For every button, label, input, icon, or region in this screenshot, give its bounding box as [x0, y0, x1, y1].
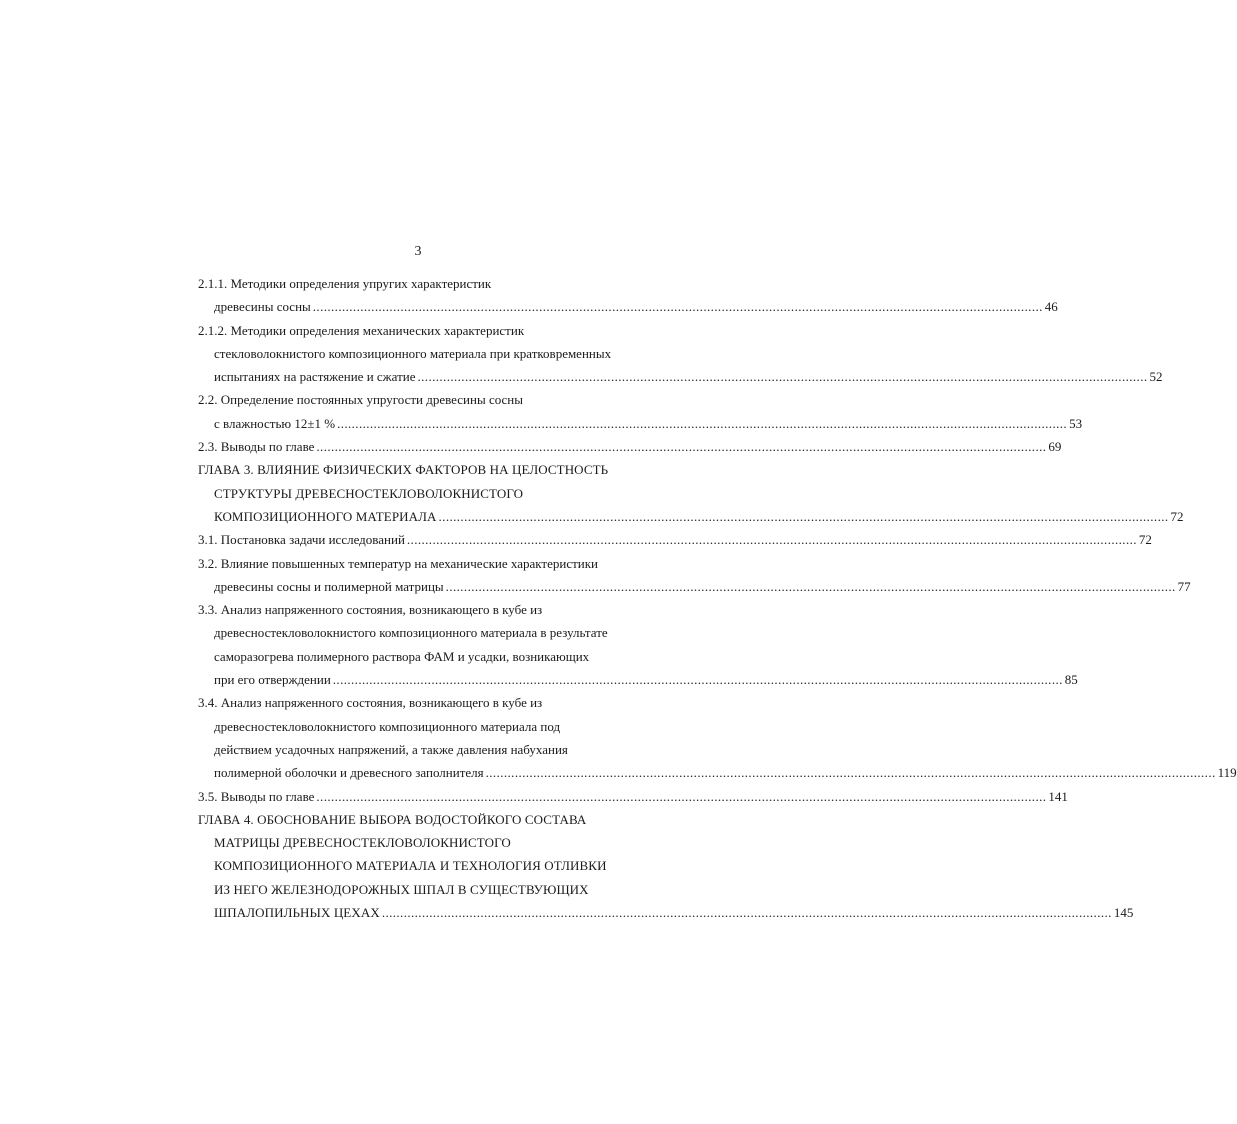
- toc-line: [198, 272, 638, 295]
- toc-entry-2-1-1[interactable]: [198, 272, 1058, 319]
- toc-line: [198, 645, 638, 668]
- toc-line: [198, 785, 1068, 808]
- toc-line-text: 2.3. Выводы по главе: [198, 439, 315, 455]
- toc-line-text: СТРУКТУРЫ ДРЕВЕСНОСТЕКЛОВОЛОКНИСТОГО: [214, 485, 524, 501]
- toc-line: [198, 854, 638, 877]
- toc-line: [198, 761, 1237, 784]
- toc-line-text: 3.1. Постановка задачи исследований: [198, 532, 405, 548]
- toc-line-text: 2.1.1. Методики определения упругих характеристик: [198, 276, 492, 291]
- toc-line: [198, 435, 1062, 458]
- toc-line-text: стекловолокнистого композиционного материала при кратковременных: [214, 345, 612, 361]
- toc-line-text: саморазогрева полимерного раствора ФАМ и усадки, возникающих: [214, 648, 590, 664]
- toc-entry-2-1-2[interactable]: [198, 319, 1163, 389]
- toc-line: [198, 342, 638, 365]
- toc-entry-2-3[interactable]: [198, 435, 1062, 458]
- toc-entry-3-2[interactable]: [198, 552, 1191, 599]
- toc-page-number: 77: [1177, 578, 1191, 594]
- toc-line: [198, 598, 638, 621]
- toc-page-number: 46: [1044, 299, 1058, 315]
- toc-line-text: КОМПОЗИЦИОННОГО МАТЕРИАЛА И ТЕХНОЛОГИЯ ОТЛИВКИ: [214, 858, 607, 874]
- toc-line: [198, 295, 1058, 318]
- dot-leader: ........................................................................................................................................................................................................: [406, 532, 1137, 548]
- toc-line: [198, 319, 638, 342]
- toc-page-number: 69: [1048, 439, 1062, 455]
- toc-line-text: 2.1.2. Методики определения механических характеристик: [198, 322, 525, 338]
- toc-line-text: ШПАЛОПИЛЬНЫХ ЦЕХАХ: [214, 905, 380, 921]
- dot-leader: ........................................................................................................................................................................................................: [332, 672, 1063, 688]
- dot-leader: ........................................................................................................................................................................................................: [316, 788, 1047, 804]
- dot-leader: ........................................................................................................................................................................................................: [417, 369, 1148, 385]
- toc-line: [198, 528, 1152, 551]
- toc-line-text: древесностекловолокнистого композиционного материала в результате: [214, 625, 608, 641]
- toc-line-text: 3.2. Влияние повышенных температур на механические характеристики: [198, 555, 598, 571]
- toc-page-number: 85: [1064, 672, 1078, 688]
- toc-line: [198, 738, 638, 761]
- toc-line: [198, 901, 1134, 924]
- toc-line: [198, 365, 1163, 388]
- toc-line-text: 3.5. Выводы по главе: [198, 788, 315, 804]
- dot-leader: ........................................................................................................................................................................................................: [485, 765, 1216, 781]
- toc-page-number: 53: [1069, 415, 1083, 431]
- toc-line: [198, 482, 638, 505]
- toc-page-number: 145: [1113, 905, 1134, 921]
- toc-line-text: МАТРИЦЫ ДРЕВЕСНОСТЕКЛОВОЛОКНИСТОГО: [214, 835, 511, 851]
- toc-line-text: испытаниях на растяжение и сжатие: [214, 369, 416, 385]
- toc-line: [198, 878, 638, 901]
- toc-line-text: с влажностью 12±1 %: [214, 415, 336, 431]
- dot-leader: ........................................................................................................................................................................................................: [438, 508, 1169, 524]
- dot-leader: ........................................................................................................................................................................................................: [381, 905, 1112, 921]
- toc-line-text: древесностекловолокнистого композиционного материала под: [214, 718, 561, 734]
- table-of-contents: [198, 272, 1237, 924]
- toc-entry-3-1[interactable]: [198, 528, 1152, 551]
- toc-line: [198, 668, 1078, 691]
- toc-page-number: 72: [1170, 508, 1184, 524]
- toc-line-text: 2.2. Определение постоянных упругости древесины сосны: [198, 392, 523, 408]
- toc-line: [198, 505, 1184, 528]
- toc-line-text: действием усадочных напряжений, а также давления набухания: [214, 741, 568, 757]
- toc-line: [198, 715, 638, 738]
- toc-page-number: 141: [1048, 788, 1068, 804]
- toc-line-text: ИЗ НЕГО ЖЕЛЕЗНОДОРОЖНЫХ ШПАЛ В СУЩЕСТВУЮЩИХ: [214, 881, 589, 897]
- toc-page-number: 72: [1138, 532, 1152, 548]
- toc-line: [198, 831, 638, 854]
- toc-line-text: ГЛАВА 3. ВЛИЯНИЕ ФИЗИЧЕСКИХ ФАКТОРОВ НА ЦЕЛОСТНОСТЬ: [198, 462, 609, 478]
- toc-page-number: 52: [1149, 369, 1163, 385]
- toc-line-text: 3.4. Анализ напряженного состояния, возникающего в кубе из: [198, 695, 543, 711]
- toc-entry-3-3[interactable]: [198, 598, 1078, 691]
- toc-page-number: 119: [1217, 765, 1237, 781]
- toc-line: [198, 388, 638, 411]
- toc-entry-3-5[interactable]: [198, 785, 1068, 808]
- toc-entry-3-4[interactable]: [198, 691, 1237, 784]
- toc-line-text: древесины сосны и полимерной матрицы: [214, 578, 444, 594]
- toc-line: [198, 808, 638, 831]
- toc-line: [198, 621, 638, 644]
- toc-line-text: 3.3. Анализ напряженного состояния, возникающего в кубе из: [198, 602, 543, 618]
- toc-line-text: при его отверждении: [214, 672, 331, 688]
- toc-line-text: полимерной оболочки и древесного заполнителя: [214, 765, 484, 781]
- dot-leader: ........................................................................................................................................................................................................: [316, 439, 1047, 455]
- toc-line: [198, 552, 638, 575]
- toc-line: [198, 412, 1083, 435]
- toc-line: [198, 691, 638, 714]
- toc-line-text: древесины сосны: [214, 299, 311, 315]
- dot-leader: ........................................................................................................................................................................................................: [337, 415, 1068, 431]
- toc-line-text: КОМПОЗИЦИОННОГО МАТЕРИАЛА: [214, 508, 437, 524]
- toc-line: [198, 575, 1191, 598]
- dot-leader: ........................................................................................................................................................................................................: [445, 578, 1176, 594]
- page-number: 3: [414, 244, 422, 259]
- toc-line-text: ГЛАВА 4. ОБОСНОВАНИЕ ВЫБОРА ВОДОСТОЙКОГО СОСТАВА: [198, 811, 587, 827]
- toc-entry-ch3[interactable]: [198, 458, 1184, 528]
- toc-entry-ch4[interactable]: [198, 808, 1134, 924]
- toc-line: [198, 458, 638, 481]
- toc-entry-2-2[interactable]: [198, 388, 1083, 435]
- dot-leader: ........................................................................................................................................................................................................: [312, 299, 1043, 315]
